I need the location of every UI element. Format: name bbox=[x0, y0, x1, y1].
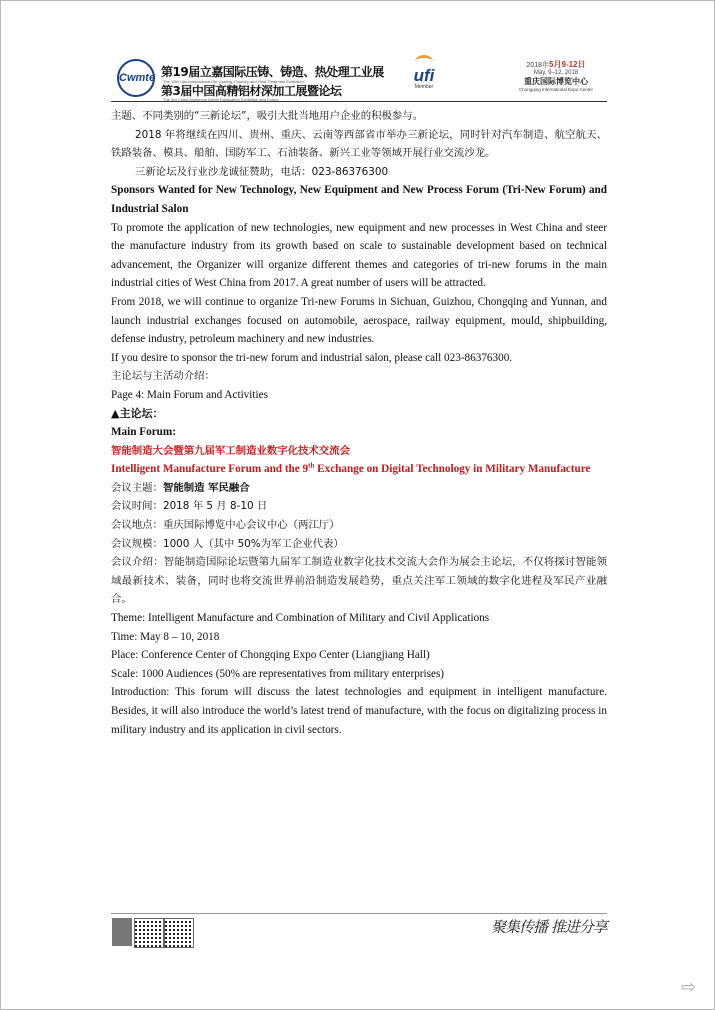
ufi-logo bbox=[409, 55, 439, 90]
forum-title-cn: 智能制造大会暨第九届军工制造业数字化技术交流会 bbox=[111, 444, 350, 457]
header-title-1: 第19届立嘉国际压铸、铸造、热处理工业展 bbox=[161, 65, 384, 79]
sponsor-title: Sponsors Wanted for New Technology, New Equipment and New Process Forum (Tri-New Forum) and Industrial Salon bbox=[111, 184, 607, 215]
scale-en: Scale: 1000 Audiences (50% are representatives from military enterprises) bbox=[111, 667, 445, 680]
main-forum-cn: ▲主论坛： bbox=[111, 406, 164, 420]
theme-en: Theme: Intelligent Manufacture and Combination of Military and Civil Applications bbox=[111, 612, 490, 625]
theme-cn: 会议主题：智能制造 军民融合 bbox=[111, 481, 250, 494]
time-en: Time: May 8 – 10, 2018 bbox=[111, 630, 220, 643]
event-dates bbox=[516, 59, 596, 92]
place-en: Place: Conference Center of Chongqing Expo Center (Liangjiang Hall) bbox=[111, 649, 430, 662]
place-cn: 会议地点：重庆国际博览中心会议中心（两江厅） bbox=[111, 519, 340, 532]
header-subtitle-2: The 3rd China Aluminum Depth Fabrication Exhibition and Forum bbox=[163, 97, 279, 102]
page-header bbox=[111, 49, 607, 101]
next-page-arrow-icon[interactable]: ⇨ bbox=[681, 977, 697, 998]
scale-cn: 会议规模：1000 人（其中 50%为军工企业代表） bbox=[111, 537, 344, 550]
para-en-2: From 2018, we will continue to organize Tri-new Forums in Sichuan, Guizhou, Chongqing and Yunnan, and launch industrial exchanges focused on automobile, aerospace, railway equipment, mould, shipbuilding, defense industry, petroleum machinery and new industries. bbox=[111, 295, 607, 346]
venue-en: Chongqing International Expo Center bbox=[518, 87, 594, 92]
footer-rule bbox=[111, 913, 607, 914]
footer-logo-icon bbox=[112, 918, 132, 946]
cwmte-logo: Cwmte bbox=[117, 59, 155, 97]
time-cn: 会议时间：2018 年 5 月 8-10 日 bbox=[111, 500, 268, 513]
intro-cn: 会议介绍：智能制造国际论坛暨第九届军工制造业数字化技术交流大会作为展会主论坛，不仅将探讨智能领域最新技术、装备，同时也将交流世界前沿制造发展趋势，重点关注军工领域的数字化进程及军民产业融合。 bbox=[111, 556, 607, 606]
page-label: Page 4: Main Forum and Activities bbox=[111, 388, 268, 401]
footer-qr-codes bbox=[112, 918, 184, 946]
qr-code-icon bbox=[164, 918, 194, 948]
forum-title-en: Intelligent Manufacture Forum and the 9th Exchange on Digital Technology in Military Manufacture bbox=[111, 461, 591, 476]
header-subtitle-1: The 19th Lijia International Die Casting, Foundry and Heat Treatment Exhibition bbox=[163, 79, 304, 84]
main-intro-cn: 主论坛与主活动介绍： bbox=[111, 370, 215, 383]
date-cn: 2018年5月9-12日 bbox=[526, 60, 586, 69]
main-forum-en: Main Forum: bbox=[111, 426, 176, 439]
para-cn-3: 三新论坛及行业沙龙诚征赞助，电话：023-86376300 bbox=[135, 165, 389, 178]
date-en: May, 9–12, 2018 bbox=[533, 70, 579, 76]
header-rule bbox=[111, 101, 607, 102]
para-en-1: To promote the application of new technologies, new equipment and new processes in West China and steer the manufacture industry from its growth based on scale to sustainable development based on technical advancement, the Organizer will organize different themes and categories of tri-new forums in the main industrial cities of West China from 2017. A great number of users will be attracted. bbox=[111, 221, 607, 290]
venue-cn: 重庆国际博览中心 bbox=[524, 77, 588, 86]
para-en-3: If you desire to sponsor the tri-new forum and industrial salon, please call 023-86376300. bbox=[111, 351, 513, 364]
qr-code-icon bbox=[134, 918, 164, 948]
ufi-name: ufi bbox=[413, 66, 435, 85]
header-title-2: 第3届中国高精铝材深加工展暨论坛 bbox=[161, 84, 342, 98]
para-cn-1: 主题、不同类别的“三新论坛”，吸引大批当地用户企业的积极参与。 bbox=[111, 110, 424, 122]
para-cn-2: 2018 年将继续在四川、贵州、重庆、云南等西部省市举办三新论坛，同时针对汽车制造、航空航天、铁路装备、模具、船舶、国防军工、石油装备、新兴工业等领域开展行业交流沙龙。 bbox=[111, 128, 607, 160]
intro-en: Introduction: This forum will discuss the latest technologies and equipment in intelligent manufacture. Besides, it will also introduce the world’s latest trend of manufacture, with the focus on digitalizing process in military industry and its application in civil sectors. bbox=[111, 686, 607, 736]
page-content bbox=[111, 107, 607, 739]
footer-slogan: 聚集传播 推进分享 bbox=[491, 918, 607, 936]
ufi-member: Member bbox=[414, 84, 434, 90]
